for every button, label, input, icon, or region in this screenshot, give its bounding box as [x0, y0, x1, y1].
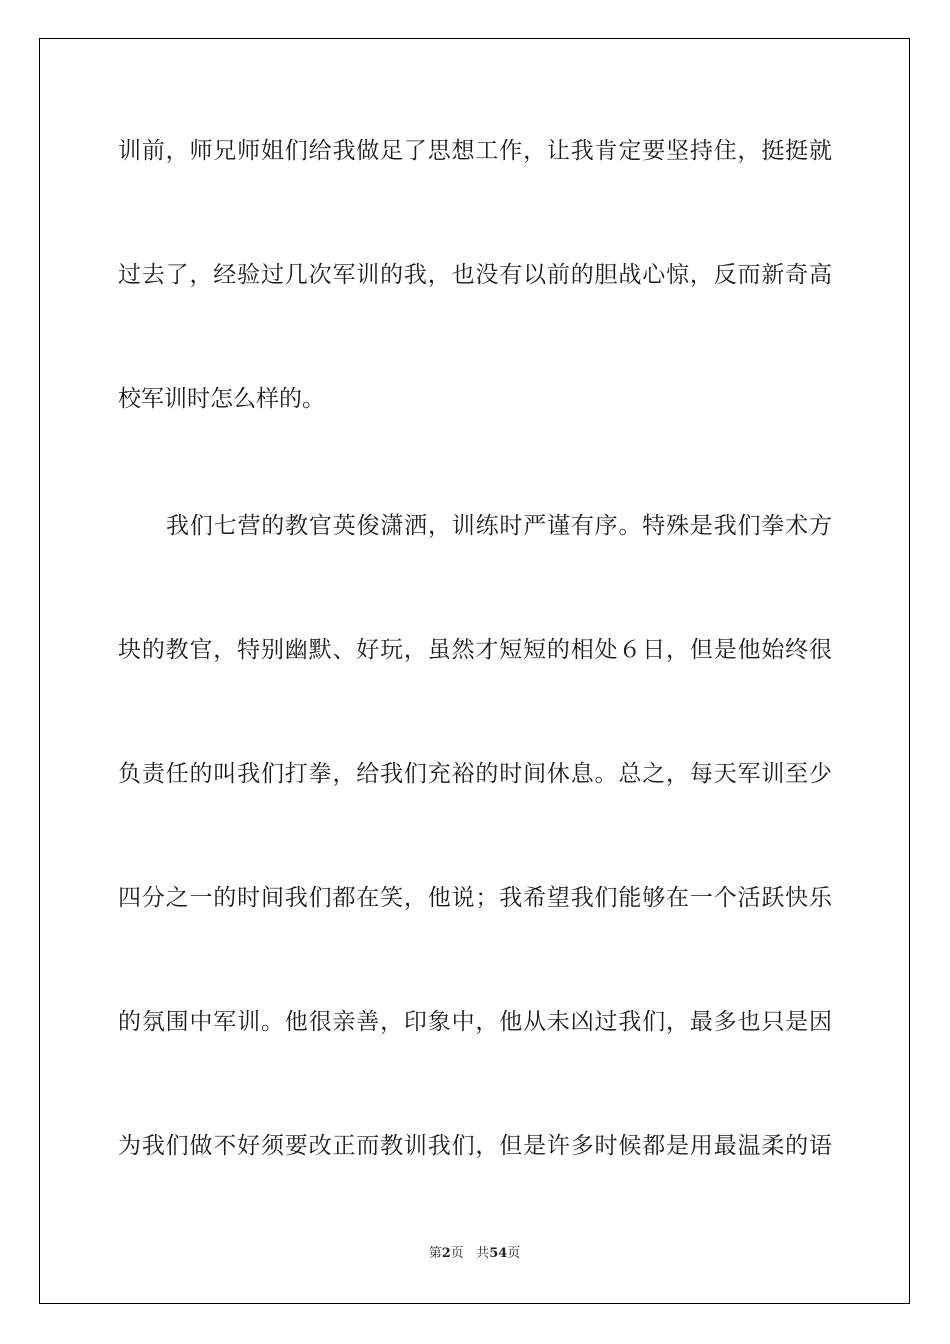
text-line: 为我们做不好须要改正而教训我们，但是许多时候都是用最温柔的语: [118, 1133, 832, 1159]
total-prefix: 共: [476, 1246, 490, 1261]
paragraph-first-line: 我们七营的教官英俊潇洒，训练时严谨有序。特殊是我们拳术方: [166, 513, 832, 539]
text-line: 四分之一的时间我们都在笑，他说；我希望我们能够在一个活跃快乐: [118, 885, 832, 911]
text-line: 块的教官，特别幽默、好玩，虽然才短短的相处６日，但是他始终很: [118, 637, 832, 663]
text-line: 的氛围中军训。他很亲善，印象中，他从未凶过我们，最多也只是因: [118, 1009, 832, 1035]
total-pages: 54: [489, 1246, 508, 1261]
page-suffix: 页: [450, 1246, 464, 1261]
text-line: 校军训时怎么样的。: [118, 386, 325, 412]
page-prefix: 第: [428, 1246, 442, 1261]
document-page: [39, 38, 910, 1304]
total-suffix: 页: [507, 1246, 521, 1261]
text-line: 过去了，经验过几次军训的我，也没有以前的胆战心惊，反而新奇高: [118, 262, 832, 288]
text-line: 训前，师兄师姐们给我做足了思想工作，让我肯定要坚持住，挺挺就: [118, 138, 832, 164]
page-number: 2: [441, 1246, 451, 1261]
text-line: 负责任的叫我们打拳，给我们充裕的时间休息。总之，每天军训至少: [118, 761, 832, 787]
page-footer: [40, 1242, 909, 1261]
